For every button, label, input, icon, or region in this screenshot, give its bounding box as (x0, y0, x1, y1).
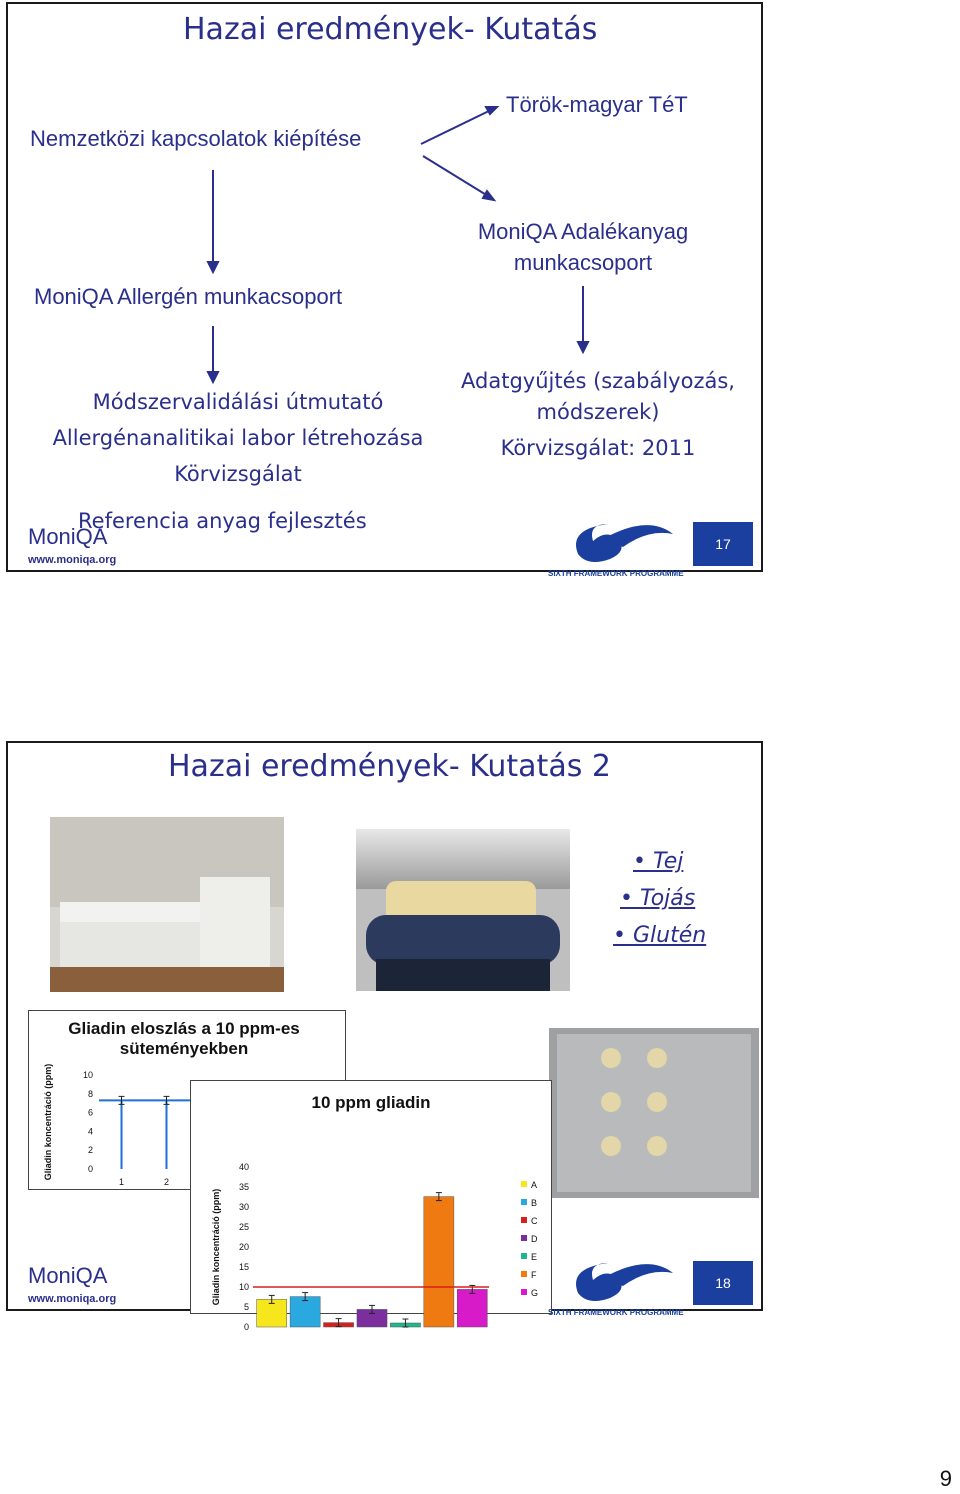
cake-disc (647, 1136, 667, 1156)
arrowhead (486, 107, 497, 114)
arrow-down-right (423, 156, 488, 196)
y-tick-label: 5 (243, 1302, 249, 1312)
page-number: 9 (939, 1466, 952, 1491)
left-item-2: Allergénanalitikai labor létrehozása (52, 426, 424, 450)
y-tick-label: 6 (87, 1107, 93, 1118)
cake-disc (601, 1048, 621, 1068)
arrowhead (208, 262, 218, 272)
legend-label: B (531, 1198, 538, 1208)
legend-label: G (531, 1288, 539, 1298)
right-item-3: Körvizsgálat: 2011 (500, 436, 696, 460)
slide-number: 18 (715, 1275, 731, 1291)
legend-swatch (521, 1289, 527, 1295)
slide-title: Hazai eredmények- Kutatás (183, 12, 598, 47)
y-tick-label: 0 (87, 1164, 93, 1174)
legend-swatch (521, 1235, 527, 1241)
fp6-label: SIXTH FRAMEWORK PROGRAMME (548, 569, 684, 578)
bullet-text: Glutén (632, 923, 707, 948)
legend-swatch (521, 1199, 527, 1205)
slide-17 (6, 2, 763, 578)
legend-swatch (521, 1271, 527, 1277)
cake-photo (356, 829, 570, 991)
bullet-text: Tojás (639, 886, 696, 911)
legend-swatch (521, 1253, 527, 1259)
y-tick-label: 8 (87, 1088, 93, 1099)
right-top-label: Török-magyar TéT (506, 92, 688, 117)
moniqa-logo: MoniQA (28, 524, 108, 549)
legend-label: C (531, 1216, 538, 1226)
bar (290, 1297, 320, 1327)
chart-2-title: 10 ppm gliadin (311, 1093, 431, 1112)
y-tick-label: 2 (87, 1145, 93, 1156)
cake-disc (647, 1092, 667, 1112)
y-tick-label: 20 (238, 1242, 249, 1252)
y-tick-label: 30 (238, 1202, 249, 1212)
left-item-1: Módszervalidálási útmutató (92, 390, 384, 414)
slide-title: Hazai eredmények- Kutatás 2 (168, 749, 611, 784)
y-tick-label: 10 (238, 1282, 249, 1292)
cake-disc (601, 1136, 621, 1156)
moniqa-url: www.moniqa.org (28, 554, 117, 566)
moniqa-url: www.moniqa.org (28, 1293, 117, 1305)
bar (424, 1197, 454, 1327)
arrowhead (578, 342, 588, 352)
legend-label: A (531, 1180, 538, 1190)
left-group: MoniQA Allergén munkacsoport (34, 284, 343, 309)
arrows-diagram (8, 4, 765, 424)
y-tick-label: 0 (243, 1322, 249, 1332)
y-tick-label: 35 (238, 1182, 249, 1192)
y-tick-label: 40 (238, 1162, 249, 1172)
slide-number-badge (693, 522, 753, 566)
right-group (448, 216, 718, 278)
bullet-text: Tej (652, 849, 684, 874)
left-heading: Nemzetközi kapcsolatok kiépítése (30, 126, 362, 151)
right-item-2: módszerek) (536, 400, 660, 424)
x-tick-label: 2 (163, 1177, 170, 1187)
cake-disc (601, 1092, 621, 1112)
bar (457, 1289, 487, 1327)
y-tick-label: 4 (87, 1126, 93, 1137)
slide-number-badge (693, 1261, 753, 1305)
arrowhead (208, 372, 218, 382)
bullet-1: • Tej (633, 849, 684, 874)
arrowhead (483, 191, 494, 200)
fp6-logo (548, 519, 684, 578)
right-group-line2: munkacsoport (513, 250, 653, 275)
moniqa-logo: MoniQA (28, 1263, 108, 1288)
tray-photo (549, 1028, 759, 1198)
cake-disc (647, 1048, 667, 1068)
legend-label: D (531, 1234, 538, 1244)
bullet-3: • Glutén (613, 923, 707, 948)
fp6-emblem-icon (548, 1258, 678, 1308)
y-tick-label: 10 (82, 1070, 93, 1080)
right-group-line1: MoniQA Adalékanyag (477, 219, 689, 244)
right-item-1: Adatgyűjtés (szabályozás, (461, 369, 735, 393)
fp6-logo (548, 1258, 684, 1317)
legend-label: F (531, 1270, 537, 1280)
slide-18 (6, 741, 763, 1332)
left-item-3: Körvizsgálat (174, 462, 302, 486)
legend-swatch (521, 1217, 527, 1223)
fp6-label: SIXTH FRAMEWORK PROGRAMME (548, 1308, 684, 1317)
arrow-up-right (421, 109, 493, 144)
fp6-emblem-icon (548, 519, 678, 569)
left-items (28, 384, 448, 492)
right-items (448, 366, 748, 464)
chart-2 (190, 1080, 552, 1332)
bullet-2: • Tojás (620, 886, 696, 911)
chart-1-title: Gliadin eloszlás a 10 ppm-es süteményekben (68, 1019, 300, 1058)
legend-swatch (521, 1181, 527, 1187)
y-tick-label: 15 (238, 1262, 249, 1272)
lab-photo (50, 817, 284, 992)
y-axis-label: Gliadin koncentráció (ppm) (43, 1063, 53, 1181)
legend-label: E (531, 1252, 538, 1262)
x-tick-label: 1 (118, 1177, 125, 1187)
y-axis-label: Gliadin koncentráció (ppm) (211, 1188, 221, 1306)
slide-number: 17 (715, 536, 731, 552)
left-item-4: Referencia anyag fejlesztés (78, 509, 367, 533)
y-tick-label: 25 (238, 1222, 249, 1232)
chart-2-svg (191, 1081, 551, 1332)
